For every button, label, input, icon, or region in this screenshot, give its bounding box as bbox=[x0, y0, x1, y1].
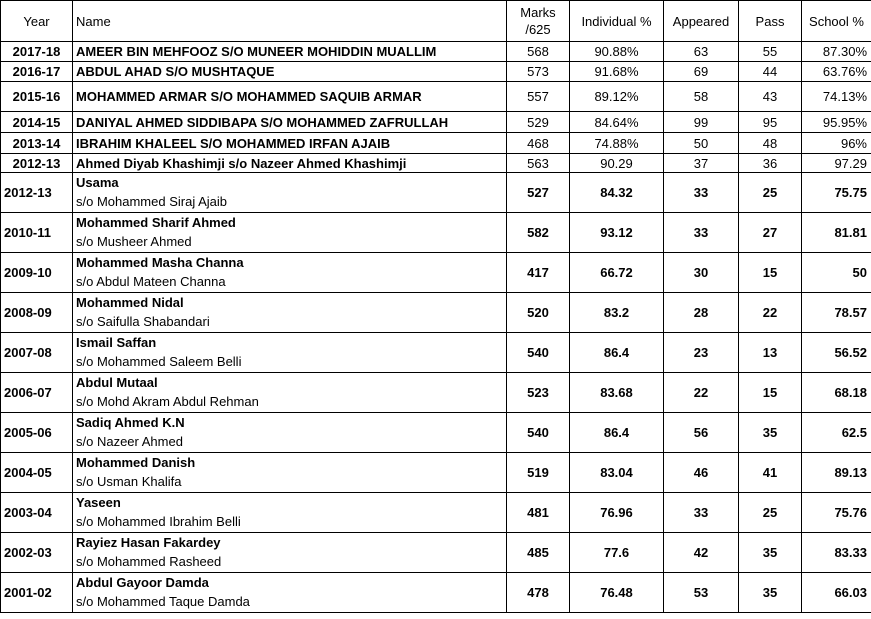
school-pct-cell: 56.52 bbox=[802, 333, 871, 373]
year-cell: 2005-06 bbox=[1, 413, 73, 453]
appeared-cell: 56 bbox=[664, 413, 739, 453]
student-name: Abdul Mutaal bbox=[76, 375, 158, 390]
name-cell: IBRAHIM KHALEEL S/O MOHAMMED IRFAN AJAIB bbox=[73, 133, 507, 154]
pass-header: Pass bbox=[739, 1, 802, 42]
pass-cell: 44 bbox=[739, 62, 802, 82]
school-pct-cell: 97.29 bbox=[802, 154, 871, 173]
marks-cell: 468 bbox=[507, 133, 570, 154]
marks-cell: 582 bbox=[507, 213, 570, 253]
individual-pct-cell: 77.6 bbox=[570, 533, 664, 573]
school-pct-cell: 96% bbox=[802, 133, 871, 154]
individual-pct-cell: 83.04 bbox=[570, 453, 664, 493]
table-row bbox=[1, 82, 871, 112]
table-row bbox=[1, 213, 871, 253]
school-pct-cell: 62.5 bbox=[802, 413, 871, 453]
individual-pct-cell: 86.4 bbox=[570, 413, 664, 453]
name-cell: DANIYAL AHMED SIDDIBAPA S/O MOHAMMED ZAFRULLAH bbox=[73, 112, 507, 133]
table-row bbox=[1, 253, 871, 293]
name-cell bbox=[73, 453, 507, 493]
student-name: Mohammed Masha Channa bbox=[76, 255, 244, 270]
year-cell: 2017-18 bbox=[1, 42, 73, 62]
appeared-cell: 37 bbox=[664, 154, 739, 173]
pass-cell: 15 bbox=[739, 253, 802, 293]
student-name: Yaseen bbox=[76, 495, 121, 510]
marks-cell: 485 bbox=[507, 533, 570, 573]
table-row bbox=[1, 133, 871, 154]
name-cell bbox=[73, 493, 507, 533]
individual-pct-cell: 84.64% bbox=[570, 112, 664, 133]
father-name: s/o Usman Khalifa bbox=[76, 474, 182, 489]
name-cell bbox=[73, 213, 507, 253]
name-cell bbox=[73, 173, 507, 213]
school-pct-cell: 87.30% bbox=[802, 42, 871, 62]
table-row bbox=[1, 573, 871, 613]
father-name: s/o Mohammed Saleem Belli bbox=[76, 354, 242, 369]
year-cell: 2015-16 bbox=[1, 82, 73, 112]
father-name: s/o Abdul Mateen Channa bbox=[76, 274, 226, 289]
name-cell bbox=[73, 333, 507, 373]
year-cell: 2008-09 bbox=[1, 293, 73, 333]
pass-cell: 27 bbox=[739, 213, 802, 253]
marks-cell: 563 bbox=[507, 154, 570, 173]
marks-cell: 523 bbox=[507, 373, 570, 413]
student-name: Usama bbox=[76, 175, 119, 190]
father-name: s/o Mohammed Ibrahim Belli bbox=[76, 514, 241, 529]
pass-cell: 13 bbox=[739, 333, 802, 373]
pass-cell: 22 bbox=[739, 293, 802, 333]
marks-cell: 529 bbox=[507, 112, 570, 133]
appeared-cell: 42 bbox=[664, 533, 739, 573]
appeared-cell: 28 bbox=[664, 293, 739, 333]
school-pct-cell: 89.13 bbox=[802, 453, 871, 493]
name-cell bbox=[73, 573, 507, 613]
table-row bbox=[1, 453, 871, 493]
appeared-cell: 99 bbox=[664, 112, 739, 133]
table-row bbox=[1, 333, 871, 373]
appeared-cell: 22 bbox=[664, 373, 739, 413]
table-row bbox=[1, 533, 871, 573]
individual-pct-cell: 90.29 bbox=[570, 154, 664, 173]
marks-cell: 527 bbox=[507, 173, 570, 213]
marks-cell: 557 bbox=[507, 82, 570, 112]
individual-pct-cell: 76.96 bbox=[570, 493, 664, 533]
pass-cell: 35 bbox=[739, 573, 802, 613]
father-name: s/o Mohammed Rasheed bbox=[76, 554, 222, 569]
name-cell: ABDUL AHAD S/O MUSHTAQUE bbox=[73, 62, 507, 82]
year-cell: 2010-11 bbox=[1, 213, 73, 253]
marks-cell: 478 bbox=[507, 573, 570, 613]
table-row bbox=[1, 493, 871, 533]
individual-pct-cell: 84.32 bbox=[570, 173, 664, 213]
school-header: School % bbox=[802, 1, 871, 42]
father-name: s/o Saifulla Shabandari bbox=[76, 314, 210, 329]
name-header: Name bbox=[73, 1, 507, 42]
table-row bbox=[1, 173, 871, 213]
pass-cell: 25 bbox=[739, 493, 802, 533]
year-cell: 2003-04 bbox=[1, 493, 73, 533]
year-cell: 2012-13 bbox=[1, 154, 73, 173]
pass-cell: 36 bbox=[739, 154, 802, 173]
year-cell: 2006-07 bbox=[1, 373, 73, 413]
marks-cell: 481 bbox=[507, 493, 570, 533]
year-cell: 2016-17 bbox=[1, 62, 73, 82]
student-name: Mohammed Nidal bbox=[76, 295, 184, 310]
school-pct-cell: 74.13% bbox=[802, 82, 871, 112]
school-pct-cell: 95.95% bbox=[802, 112, 871, 133]
pass-cell: 41 bbox=[739, 453, 802, 493]
student-name: Mohammed Sharif Ahmed bbox=[76, 215, 236, 230]
year-cell: 2012-13 bbox=[1, 173, 73, 213]
student-name: Rayiez Hasan Fakardey bbox=[76, 535, 221, 550]
pass-cell: 15 bbox=[739, 373, 802, 413]
name-cell bbox=[73, 293, 507, 333]
year-cell: 2004-05 bbox=[1, 453, 73, 493]
marks-cell: 540 bbox=[507, 333, 570, 373]
pass-cell: 25 bbox=[739, 173, 802, 213]
table-row bbox=[1, 154, 871, 173]
appeared-cell: 58 bbox=[664, 82, 739, 112]
student-name: Abdul Gayoor Damda bbox=[76, 575, 209, 590]
marks-cell: 520 bbox=[507, 293, 570, 333]
father-name: s/o Musheer Ahmed bbox=[76, 234, 192, 249]
pass-cell: 35 bbox=[739, 533, 802, 573]
appeared-cell: 53 bbox=[664, 573, 739, 613]
appeared-cell: 46 bbox=[664, 453, 739, 493]
pass-cell: 95 bbox=[739, 112, 802, 133]
appeared-cell: 50 bbox=[664, 133, 739, 154]
name-cell: AMEER BIN MEHFOOZ S/O MUNEER MOHIDDIN MUALLIM bbox=[73, 42, 507, 62]
school-pct-cell: 68.18 bbox=[802, 373, 871, 413]
year-cell: 2007-08 bbox=[1, 333, 73, 373]
school-pct-cell: 83.33 bbox=[802, 533, 871, 573]
year-header: Year bbox=[1, 1, 73, 42]
individual-pct-cell: 89.12% bbox=[570, 82, 664, 112]
individual-pct-cell: 91.68% bbox=[570, 62, 664, 82]
individual-pct-cell: 74.88% bbox=[570, 133, 664, 154]
school-pct-cell: 75.75 bbox=[802, 173, 871, 213]
appeared-cell: 63 bbox=[664, 42, 739, 62]
individual-pct-cell: 76.48 bbox=[570, 573, 664, 613]
pass-cell: 48 bbox=[739, 133, 802, 154]
school-pct-cell: 81.81 bbox=[802, 213, 871, 253]
table-row bbox=[1, 373, 871, 413]
name-cell bbox=[73, 373, 507, 413]
individual-pct-cell: 93.12 bbox=[570, 213, 664, 253]
name-cell bbox=[73, 413, 507, 453]
marks-cell: 573 bbox=[507, 62, 570, 82]
appeared-cell: 23 bbox=[664, 333, 739, 373]
name-cell: Ahmed Diyab Khashimji s/o Nazeer Ahmed Khashimji bbox=[73, 154, 507, 173]
father-name: s/o Mohammed Siraj Ajaib bbox=[76, 194, 228, 209]
school-pct-cell: 66.03 bbox=[802, 573, 871, 613]
table-row bbox=[1, 42, 871, 62]
marks-cell: 540 bbox=[507, 413, 570, 453]
marks-cell: 519 bbox=[507, 453, 570, 493]
student-name: Sadiq Ahmed K.N bbox=[76, 415, 185, 430]
appeared-cell: 33 bbox=[664, 213, 739, 253]
individual-pct-cell: 66.72 bbox=[570, 253, 664, 293]
name-cell bbox=[73, 253, 507, 293]
father-name: s/o Mohammed Taque Damda bbox=[76, 594, 250, 609]
table-row bbox=[1, 62, 871, 82]
individual-pct-cell: 86.4 bbox=[570, 333, 664, 373]
appeared-cell: 69 bbox=[664, 62, 739, 82]
father-name: s/o Mohd Akram Abdul Rehman bbox=[76, 394, 259, 409]
student-name: Mohammed Danish bbox=[76, 455, 196, 470]
student-name: Ismail Saffan bbox=[76, 335, 157, 350]
name-cell: MOHAMMED ARMAR S/O MOHAMMED SAQUIB ARMAR bbox=[73, 82, 507, 112]
pass-cell: 35 bbox=[739, 413, 802, 453]
year-cell: 2001-02 bbox=[1, 573, 73, 613]
school-pct-cell: 63.76% bbox=[802, 62, 871, 82]
individual-pct-cell: 90.88% bbox=[570, 42, 664, 62]
appeared-cell: 33 bbox=[664, 493, 739, 533]
marks-cell: 568 bbox=[507, 42, 570, 62]
table-row bbox=[1, 413, 871, 453]
marks-header: Marks /625 bbox=[507, 1, 570, 42]
pass-cell: 43 bbox=[739, 82, 802, 112]
appeared-cell: 30 bbox=[664, 253, 739, 293]
year-cell: 2002-03 bbox=[1, 533, 73, 573]
individual-pct-cell: 83.68 bbox=[570, 373, 664, 413]
header-row bbox=[1, 1, 871, 42]
year-cell: 2009-10 bbox=[1, 253, 73, 293]
school-pct-cell: 75.76 bbox=[802, 493, 871, 533]
father-name: s/o Nazeer Ahmed bbox=[76, 434, 183, 449]
year-cell: 2013-14 bbox=[1, 133, 73, 154]
pass-cell: 55 bbox=[739, 42, 802, 62]
appeared-cell: 33 bbox=[664, 173, 739, 213]
school-pct-cell: 50 bbox=[802, 253, 871, 293]
individual-header: Individual % bbox=[570, 1, 664, 42]
marks-cell: 417 bbox=[507, 253, 570, 293]
table-row bbox=[1, 293, 871, 333]
table-row bbox=[1, 112, 871, 133]
year-cell: 2014-15 bbox=[1, 112, 73, 133]
individual-pct-cell: 83.2 bbox=[570, 293, 664, 333]
appeared-header: Appeared bbox=[664, 1, 739, 42]
name-cell bbox=[73, 533, 507, 573]
school-pct-cell: 78.57 bbox=[802, 293, 871, 333]
